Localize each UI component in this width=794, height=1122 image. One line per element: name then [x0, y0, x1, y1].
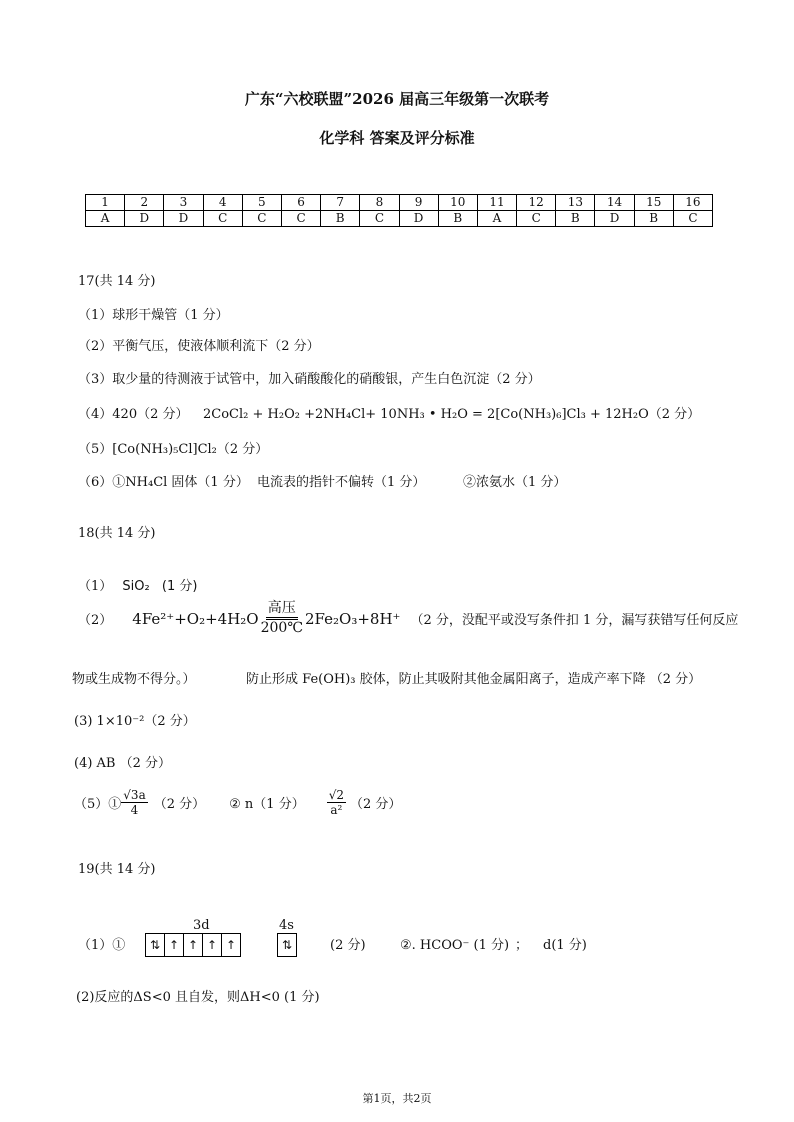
answer-letter-cell: D — [164, 211, 203, 227]
answer-number-cell: 16 — [673, 195, 712, 211]
answer-letter-cell: A — [86, 211, 125, 227]
answer-letter-cell: D — [125, 211, 164, 227]
orbital-box: ↑ — [184, 934, 203, 956]
q19-heading: 19(共 14 分) — [78, 862, 156, 877]
answer-number-cell: 13 — [556, 195, 595, 211]
q18-part5-numerator1: √3a — [123, 788, 146, 802]
q17-part3: （3）取少量的待测液于试管中，加入硝酸酸化的硝酸银，产生白色沉淀（2 分） — [78, 372, 541, 387]
answer-number-cell: 9 — [399, 195, 438, 211]
q19-part1-label: （1）① — [78, 938, 126, 953]
answer-number-cell: 14 — [595, 195, 634, 211]
q18-part1-score: (1 分) — [161, 579, 198, 594]
orbital-3d-label: 3d — [193, 918, 210, 933]
q17-part4-equation: 2CoCl₂ + H₂O₂ +2NH₄Cl+ 10NH₃ • H₂O = 2[Co(NH₃)₆]Cl₃ + 12H₂O（2 分） — [203, 407, 701, 422]
q18-part3: (3) 1×10⁻²（2 分） — [74, 714, 196, 729]
q17-part4-answer: （4）420（2 分） — [78, 407, 189, 422]
q18-part2-label: （2） — [78, 613, 113, 628]
answer-letter-cell: B — [634, 211, 673, 227]
orbital-box: ↑ — [225, 938, 237, 952]
page-title: 广东“六校联盟”2026 届高三年级第一次联考 — [244, 90, 550, 108]
answer-number-cell: 3 — [164, 195, 203, 211]
answer-number-cell: 1 — [86, 195, 125, 211]
answer-letter-cell: A — [477, 211, 516, 227]
answer-letter-row — [86, 211, 713, 227]
orbital-4s-label: 4s — [279, 918, 294, 933]
answer-number-cell: 7 — [321, 195, 360, 211]
q18-part2-note: （2 分，没配平或没写条件扣 1 分，漏写获错写任何反应 — [410, 613, 739, 628]
q19-part1-c: d(1 分) — [543, 938, 587, 953]
orbital-box: ↑ — [203, 934, 222, 956]
orbital-box: ⇅ — [281, 938, 293, 952]
q18-part4: (4) AB （2 分） — [74, 756, 172, 771]
answer-letter-cell: C — [203, 211, 242, 227]
answer-number-cell: 4 — [203, 195, 242, 211]
q18-part2-equation — [78, 600, 738, 637]
answer-number-cell: 15 — [634, 195, 673, 211]
answer-table — [85, 194, 713, 227]
q17-part1: （1）球形干燥管（1 分） — [78, 308, 229, 323]
answer-letter-cell: C — [281, 211, 320, 227]
q18-part5-denominator1: 4 — [130, 803, 139, 817]
q17-part2: （2）平衡气压，使液体顺利流下（2 分） — [78, 339, 320, 354]
q17-part6-c: ②浓氨水（1 分） — [463, 475, 567, 490]
orbital-box: ↑ — [165, 934, 184, 956]
q18-part2-reason: 防止形成 Fe(OH)₃ 胶体，防止其吸附其他金属阳离子，造成产率下降 （2 分） — [246, 672, 702, 687]
q17-heading: 17(共 14 分) — [78, 274, 156, 289]
q19-part1-score: (2 分) — [330, 938, 366, 953]
answer-number-cell: 10 — [438, 195, 477, 211]
q17-part6-b: 电流表的指针不偏转（1 分） — [257, 475, 426, 490]
answer-number-cell: 12 — [517, 195, 556, 211]
q18-part1-label: （1） — [78, 579, 113, 594]
page-subtitle: 化学科 答案及评分标准 — [319, 129, 475, 147]
answer-letter-cell: B — [438, 211, 477, 227]
q18-part5-score1: （2 分） — [153, 797, 206, 812]
q18-part2-note2: 物或生成物不得分。） — [72, 672, 196, 687]
orbital-diagram-3d — [145, 933, 241, 957]
answer-letter-cell: D — [595, 211, 634, 227]
answer-number-cell: 5 — [242, 195, 281, 211]
answer-letter-cell: C — [360, 211, 399, 227]
q18-part2-condition — [261, 600, 303, 637]
answer-letter-cell: C — [673, 211, 712, 227]
answer-number-cell: 6 — [281, 195, 320, 211]
q18-part2-condition-top: 高压 — [266, 600, 298, 620]
answer-number-cell: 8 — [360, 195, 399, 211]
q19-part2: (2)反应的ΔS<0 且自发，则ΔH<0 (1 分) — [76, 990, 320, 1005]
q18-part5-fraction1 — [121, 788, 147, 817]
q18-part2-condition-bottom: 200℃ — [260, 620, 303, 636]
answer-letter-cell: B — [556, 211, 595, 227]
orbital-diagram-4s — [277, 933, 297, 957]
page-footer: 第1页，共2页 — [362, 1092, 432, 1105]
q19-part1-b: ②. HCOO⁻ (1 分) — [400, 938, 510, 953]
answer-letter-cell: D — [399, 211, 438, 227]
q18-part1-answer: SiO₂ — [122, 579, 150, 594]
q18-part5 — [74, 788, 401, 817]
answer-number-cell: 2 — [125, 195, 164, 211]
answer-letter-cell: C — [242, 211, 281, 227]
q17-part6-a: （6）①NH₄Cl 固体（1 分） — [78, 475, 249, 490]
orbital-box: ⇅ — [146, 934, 165, 956]
answer-number-row — [86, 195, 713, 211]
answer-letter-cell: B — [321, 211, 360, 227]
q18-part5-fraction2 — [327, 788, 346, 817]
q18-part5-label: （5）① — [74, 797, 122, 812]
q18-part5-b: ② n（1 分） — [229, 797, 305, 812]
q18-part5-numerator2: √2 — [328, 788, 344, 802]
answer-letter-cell: C — [517, 211, 556, 227]
q18-part5-score2: （2 分） — [349, 797, 402, 812]
q17-part5: （5）[Co(NH₃)₅Cl]Cl₂（2 分） — [78, 442, 269, 457]
q19-part1-separator: ； — [515, 938, 529, 953]
q18-heading: 18(共 14 分) — [78, 526, 156, 541]
q18-part2-reactants: 4Fe²⁺+O₂+4H₂O — [132, 609, 259, 628]
q18-part5-denominator2: a² — [330, 803, 343, 817]
answer-number-cell: 11 — [477, 195, 516, 211]
q18-part1 — [78, 575, 197, 594]
q18-part2-products: 2Fe₂O₃+8H⁺ — [305, 609, 401, 628]
